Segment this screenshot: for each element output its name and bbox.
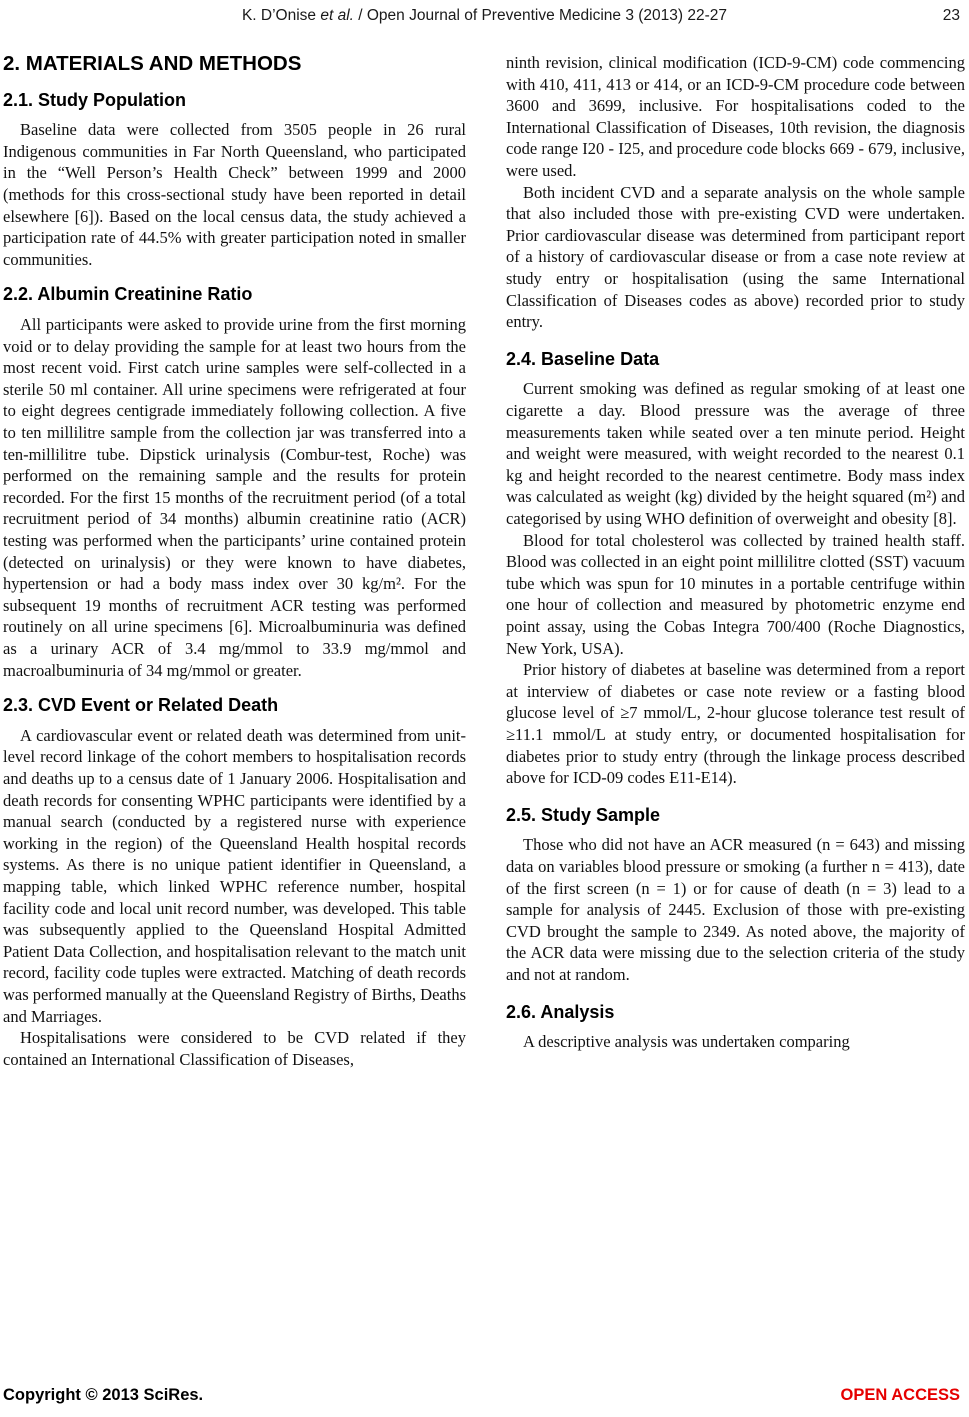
running-head <box>0 7 969 25</box>
heading-albumin-creatinine-ratio: 2.2. Albumin Creatinine Ratio <box>3 284 253 305</box>
paragraph-baseline-data-1: Current smoking was defined as regular smoking of at least one cigarette a day. Blood pressure was the average of three measurements taken while seated over a ten minute period. Height and weight were measured, with weight recorded to the nearest 0.1 kg and height recorded to the nearest centimetre. Body mass index was calculated as weight (kg) divided by the height squared (m²) and categorised by using WHO definition of overweight and obesity [8]. <box>506 379 965 528</box>
right-column <box>506 52 965 1070</box>
heading-analysis: 2.6. Analysis <box>506 1001 615 1022</box>
running-title-etal: et al. <box>320 7 354 24</box>
paragraph-cvd-event-1: A cardiovascular event or related death was determined from unit-level record linkage of the cohort members to hospitalisation records and deaths up to a census date of 1 January 2006. Hospitalisation and death records for consenting WPHC participants were identified by a manual search (conducted by a registered nurse with experience working in the region) of the Queensland Health hospital records systems. As there is no unique patient identifier in Queensland, a mapping table, which linked WPHC reference number, hospital facility code and local unit record number, was developed. This table was subsequently applied to the Queensland Hospital Admitted Patient Data Collection, and hospitalisation relevant to the match unit record, facility code tuples were extracted. Matching of death records was performed manually at the Queensland Registry of Births, Deaths and Marriages. <box>3 725 466 1026</box>
copyright-notice: Copyright © 2013 SciRes. <box>3 1386 204 1404</box>
paragraph-study-population: Baseline data were collected from 3505 people in 26 rural Indigenous communities in Far North Queensland, who participated in the “Well Person’s Health Check” between 1999 and 2000 (methods for this cross-sectional study have been reported in detail elsewhere [6]). Based on the local census data, the study achieved a participation rate of 44.5% with greater participation noted in smaller communities. <box>3 120 466 269</box>
paragraph-study-sample: Those who did not have an ACR measured (n = 643) and missing data on variables blood pressure or smoking (a further n = 413), date of the first screen (n = 1) or for cause of death (n = 3) lead to a sample for analysis of 2445. Exclusion of those with pre-existing CVD brought the sample to 2349. As noted above, the majority of the ACR data were missing due to the selection criteria of the study and not at random. <box>506 835 965 984</box>
paragraph-albumin-creatinine-ratio: All participants were asked to provide urine from the first morning void or to delay providing the sample for at least two hours from the most recent void. First catch urine samples were self-collected in a sterile 50 ml container. All urine specimens were refrigerated at four to eight degrees centigrade immediately following collection. A five to ten millilitre sample from the collection jar was transferred into a ten-millilitre tube. Dipstick urinalysis (Combur-test, Roche) was performed on the remaining sample and the results for protein recorded. For the first 15 months of the recruitment period (of a total recruitment period of 34 months) albumin creatinine ratio (ACR) testing was performed when the participants’ urine contained protein (detected on urinalysis) or they were known to have diabetes, hypertension or had a body mass index over 30 kg/m². For the subsequent 19 months of recruitment ACR testing was performed routinely on all urine specimens [6]. Microalbuminuria was defined as a urinary ACR of 3.4 mg/mmol to 33.9 mg/mmol and macroalbuminuria of 34 mg/mmol or greater. <box>3 315 466 680</box>
paragraph-baseline-data-3: Prior history of diabetes at baseline was determined from a report at interview of diabetes or case note review or a fasting blood glucose level of ≥7 mmol/L, 2-hour glucose tolerance test result of ≥11.1 mmol/L at study entry, or documented hospitalisation for diabetes prior to study entry (through the linkage process described above for ICD-09 codes E11-E14). <box>506 660 965 788</box>
open-access-label: OPEN ACCESS <box>840 1386 960 1404</box>
paragraph-incident-cvd: Both incident CVD and a separate analysis on the whole sample that also included those with pre-existing CVD were undertaken. Prior cardiovascular disease was determined from participant report of a history of cardiovascular disease or from a case note review at study entry or hospitalisation (using the same International Classification of Diseases codes as above) recorded prior to study entry. <box>506 182 965 332</box>
page-number: 23 <box>942 7 960 24</box>
heading-baseline-data: 2.4. Baseline Data <box>506 348 660 369</box>
heading-cvd-event-or-related-death: 2.3. CVD Event or Related Death <box>3 695 279 716</box>
heading-materials-and-methods: 2. MATERIALS AND METHODS <box>3 52 302 75</box>
two-column-body <box>3 52 965 1070</box>
paragraph-analysis: A descriptive analysis was undertaken comparing <box>523 1032 850 1052</box>
page-footer <box>3 1386 960 1405</box>
running-title-author: K. D’Onise <box>241 7 321 24</box>
paragraph-cvd-event-continued: ninth revision, clinical modification (ICD-9-CM) code commencing with 410, 411, 413 or 414, or an ICD-9-CM procedure code between 3600 and 3699, inclusive. For hospitalisations coded to the International Classification of Diseases, 10th revision, the diagnosis code range I20 - I25, and procedure code blocks 669 - 679, inclusive, were used. <box>506 53 965 180</box>
left-column <box>3 52 466 1070</box>
paragraph-cvd-event-2: Hospitalisations were considered to be CVD related if they contained an International Classification of Diseases, <box>3 1028 466 1069</box>
paragraph-baseline-data-2: Blood for total cholesterol was collected by trained health staff. Blood was collected in an eight point millilitre clotted (SST) vacuum tube which was spun for 10 minutes in a portable centrifuge within one hour of collection and measured by photometric enzyme end point assay, using the Cobas Integra 700/400 (Roche Diagnostics, New York, USA). <box>506 530 965 658</box>
heading-study-population: 2.1. Study Population <box>3 89 187 110</box>
heading-study-sample: 2.5. Study Sample <box>506 804 661 825</box>
running-title-journal: / Open Journal of Preventive Medicine 3 (2013) 22-27 <box>353 7 728 24</box>
